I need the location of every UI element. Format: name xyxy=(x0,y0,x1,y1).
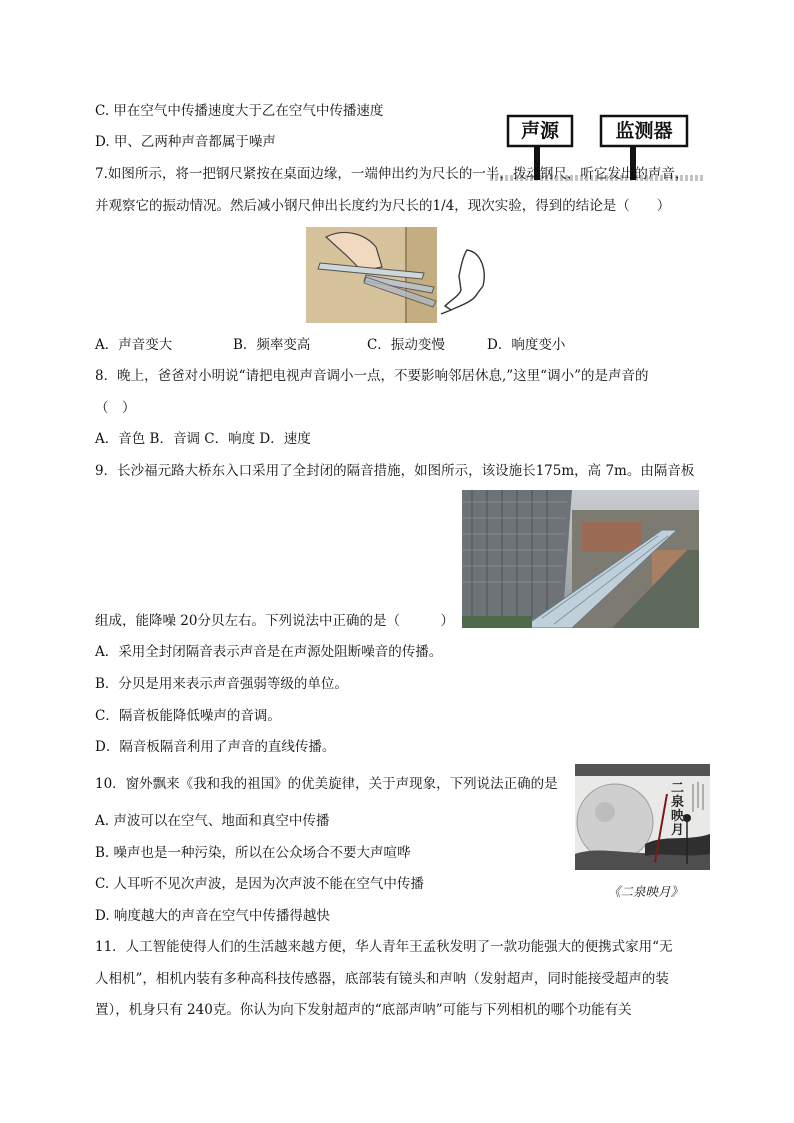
q6-option-c: C. 甲在空气中传播速度大于乙在空气中传播速度 xyxy=(95,103,384,119)
q7-options xyxy=(95,335,565,355)
steel-ruler-figure xyxy=(306,227,437,323)
q9-option-d: D．隔音板隔音利用了声音的直线传播。 xyxy=(95,739,336,755)
q11-stem-line2: 人相机”，相机内装有多种高科技传感器，底部装有镜头和声呐（发射超声，同时能接受超声的装 xyxy=(95,971,669,987)
q8-options: A．音色 B．音调 C．响度 D．速度 xyxy=(95,431,311,447)
monitor-sign: 监测器 xyxy=(615,120,673,142)
q8-stem-line1: 8．晚上，爸爸对小明说“请把电视声音调小一点，不要影响邻居休息,”这里“调小”的是声音的 xyxy=(95,368,649,384)
q9-option-b: B．分贝是用来表示声音强弱等级的单位。 xyxy=(95,676,348,692)
noise-barrier-photo xyxy=(462,490,699,628)
q10-option-c: C. 人耳听不见次声波，是因为次声波不能在空气中传播 xyxy=(95,876,424,892)
q10-option-b: B. 噪声也是一种污染，所以在公众场合不要大声喧哗 xyxy=(95,845,411,861)
q11-stem-line3: 置），机身只有 240克。你认为向下发射超声的“底部声呐”可能与下列相机的哪个功能有关 xyxy=(95,1002,632,1018)
q7-option-d: D．响度变小 xyxy=(487,337,566,353)
plucking-hand-figure xyxy=(437,246,492,318)
q10-option-d: D. 响度越大的声音在空气中传播得越快 xyxy=(95,908,330,924)
q7-option-b: B．频率变高 xyxy=(233,337,311,353)
q9-stem-line2: 组成，能降噪 20分贝左右。下列说法中正确的是（ ） xyxy=(95,613,454,629)
q9-option-a: A．采用全封闭隔音表示声音是在声源处阻断噪音的传播。 xyxy=(95,644,443,660)
source-sign: 声源 xyxy=(520,120,559,142)
erquan-yingyue-poster xyxy=(575,764,710,870)
poster-caption: 《二泉映月》 xyxy=(608,884,684,899)
poster-title: 二泉映月 xyxy=(671,781,685,838)
q11-stem-line1: 11．人工智能使得人们的生活越来越方便，华人青年王孟秋发明了一款功能强大的便携式家用“无 xyxy=(95,939,673,955)
q6-option-d: D. 甲、乙两种声音都属于噪声 xyxy=(95,134,276,150)
q8-stem-line2: （ ） xyxy=(95,400,136,416)
q10-stem: 10．窗外飘来《我和我的祖国》的优美旋律，关于声现象，下列说法正确的是 xyxy=(95,776,558,792)
q7-stem-line1: 7.如图所示，将一把钢尺紧按在桌面边缘，一端伸出约为尺长的一半，拨动钢尺，听它发出的声音， xyxy=(95,166,689,182)
q10-option-a: A. 声波可以在空气、地面和真空中传播 xyxy=(95,813,330,829)
q9-option-c: C．隔音板能降低噪声的音调。 xyxy=(95,708,281,724)
q7-option-a: A．声音变大 xyxy=(95,337,173,353)
q7-option-c: C．振动变慢 xyxy=(367,337,445,353)
q9-stem-line1: 9．长沙福元路大桥东入口采用了全封闭的隔音措施，如图所示，该设施长175m，高 7m。由隔音板 xyxy=(95,463,695,479)
q7-stem-line2: 并观察它的振动情况。然后减小钢尺伸出长度约为尺长的1/4，现次实验，得到的结论是（ ） xyxy=(95,198,671,214)
